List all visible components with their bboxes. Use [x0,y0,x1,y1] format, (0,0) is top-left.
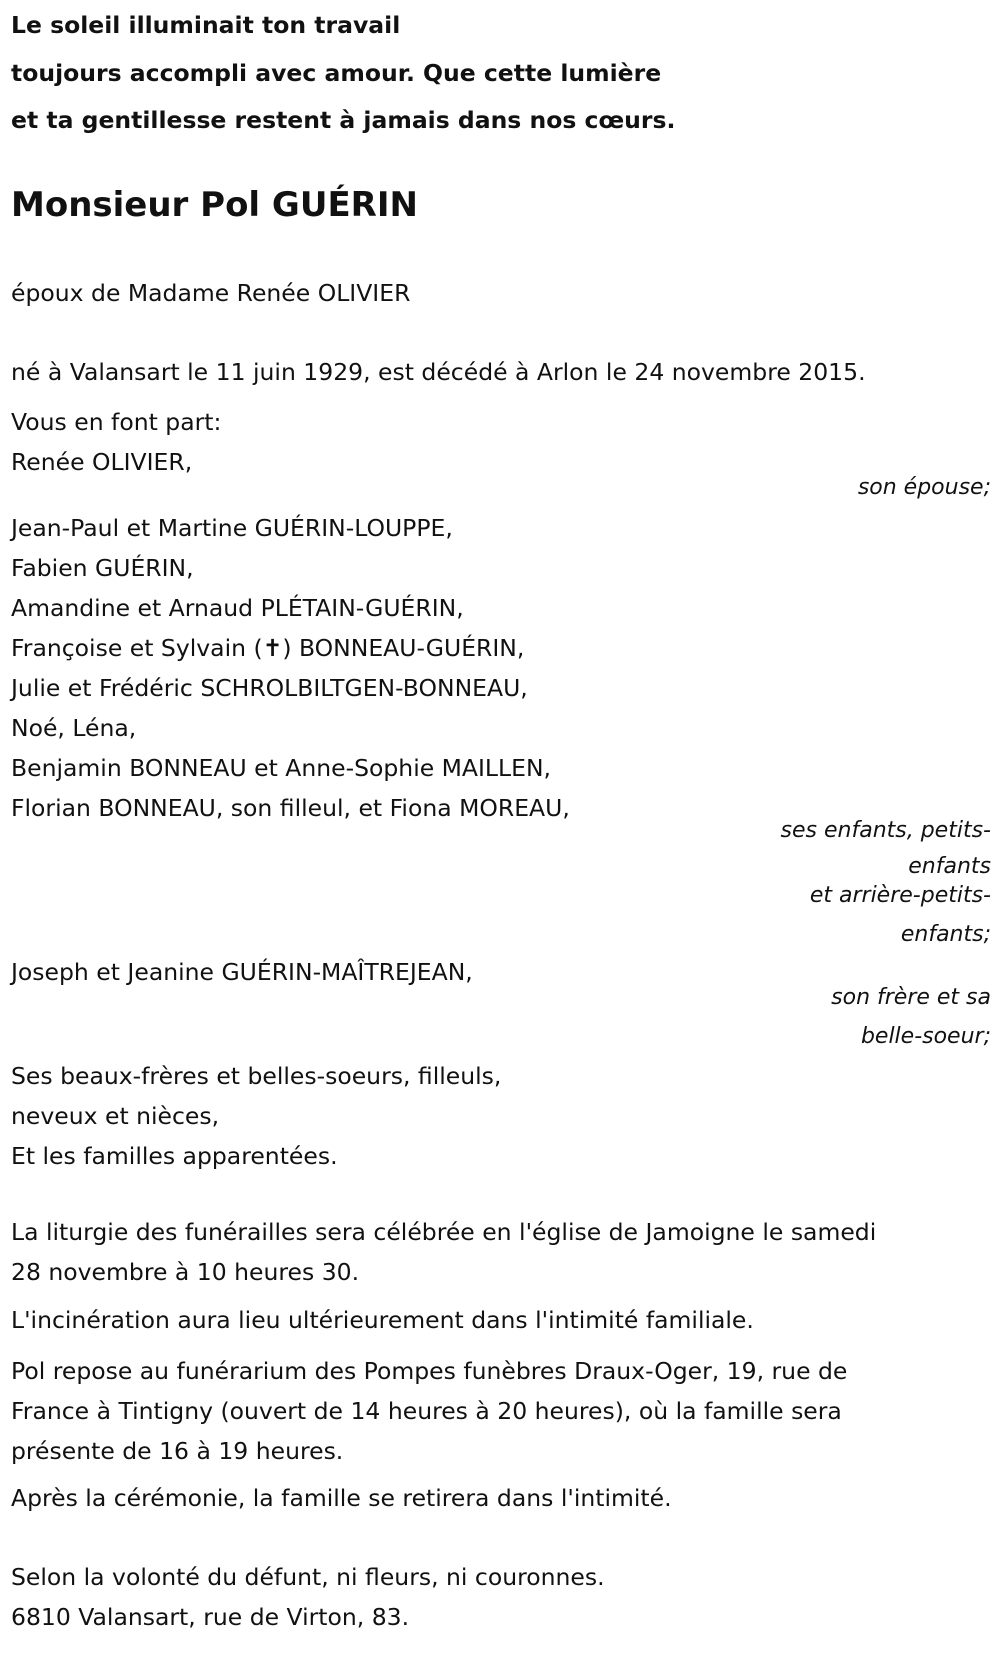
wish-line: Selon la volonté du défunt, ni fleurs, ni couronnes. [11,1563,605,1591]
repose-line: Pol repose au funérarium des Pompes funèbres Draux-Oger, 19, rue de [11,1357,848,1385]
children-list [11,508,991,828]
relation-line: et arrière-petits- [809,883,991,908]
relation-line: enfants; [900,922,991,947]
list-item: Noé, Léna, [11,714,137,742]
sibling-name: Joseph et Jeanine GUÉRIN-MAÎTREJEAN, [11,958,473,986]
birth-death-line: né à Valansart le 11 juin 1929, est décédé à Arlon le 24 novembre 2015. [11,358,866,386]
list-item: Benjamin BONNEAU et Anne-Sophie MAILLEN, [11,754,552,782]
spouse-name: Renée OLIVIER, [11,448,193,476]
list-item: Et les familles apparentées. [11,1142,338,1170]
relation-line: enfants [908,854,991,879]
spouse-relation: son épouse; [857,475,991,500]
quote-line-3: et ta gentillesse restent à jamais dans nos cœurs. [11,106,676,134]
repose-line: présente de 16 à 19 heures. [11,1437,344,1465]
list-item: Ses beaux-frères et belles-soeurs, filleuls, [11,1062,502,1090]
quote-line-2: toujours accompli avec amour. Que cette lumière [11,59,662,87]
ceremony-line: La liturgie des funérailles sera célébrée en l'église de Jamoigne le samedi [11,1218,877,1246]
list-item: Fabien GUÉRIN, [11,554,194,582]
list-item: Jean-Paul et Martine GUÉRIN-LOUPPE, [11,514,453,542]
quote-line-1: Le soleil illuminait ton travail [11,11,401,39]
incineration-line: L'incinération aura lieu ultérieurement dans l'intimité familiale. [11,1306,754,1334]
repose-paragraph [11,1351,991,1471]
others-list [11,1056,991,1176]
sibling-relation [11,978,991,1056]
deceased-name: Monsieur Pol GUÉRIN [11,185,418,225]
children-relation [11,811,991,961]
relation-line: ses enfants, petits- [780,818,991,843]
quote-block [11,0,991,144]
ceremony-line: 28 novembre à 10 heures 30. [11,1258,360,1286]
repose-line: France à Tintigny (ouvert de 14 heures à 20 heures), où la famille sera [11,1397,842,1425]
list-item: Julie et Frédéric SCHROLBILTGEN-BONNEAU, [11,674,528,702]
address-line: 6810 Valansart, rue de Virton, 83. [11,1603,410,1631]
relation-line: belle-soeur; [860,1024,991,1049]
list-item: Françoise et Sylvain (✝) BONNEAU-GUÉRIN, [11,634,525,662]
closing-block [11,1557,991,1637]
list-item: Amandine et Arnaud PLÉTAIN-GUÉRIN, [11,594,464,622]
list-item: neveux et nièces, [11,1102,220,1130]
list-item: Florian BONNEAU, son filleul, et Fiona MOREAU, [11,794,570,822]
spouse-line: époux de Madame Renée OLIVIER [11,279,411,307]
relation-line: son frère et sa [831,985,991,1010]
intro-line: Vous en font part: [11,408,222,436]
ceremony-paragraph [11,1212,991,1292]
after-ceremony-line: Après la cérémonie, la famille se retirera dans l'intimité. [11,1484,672,1512]
